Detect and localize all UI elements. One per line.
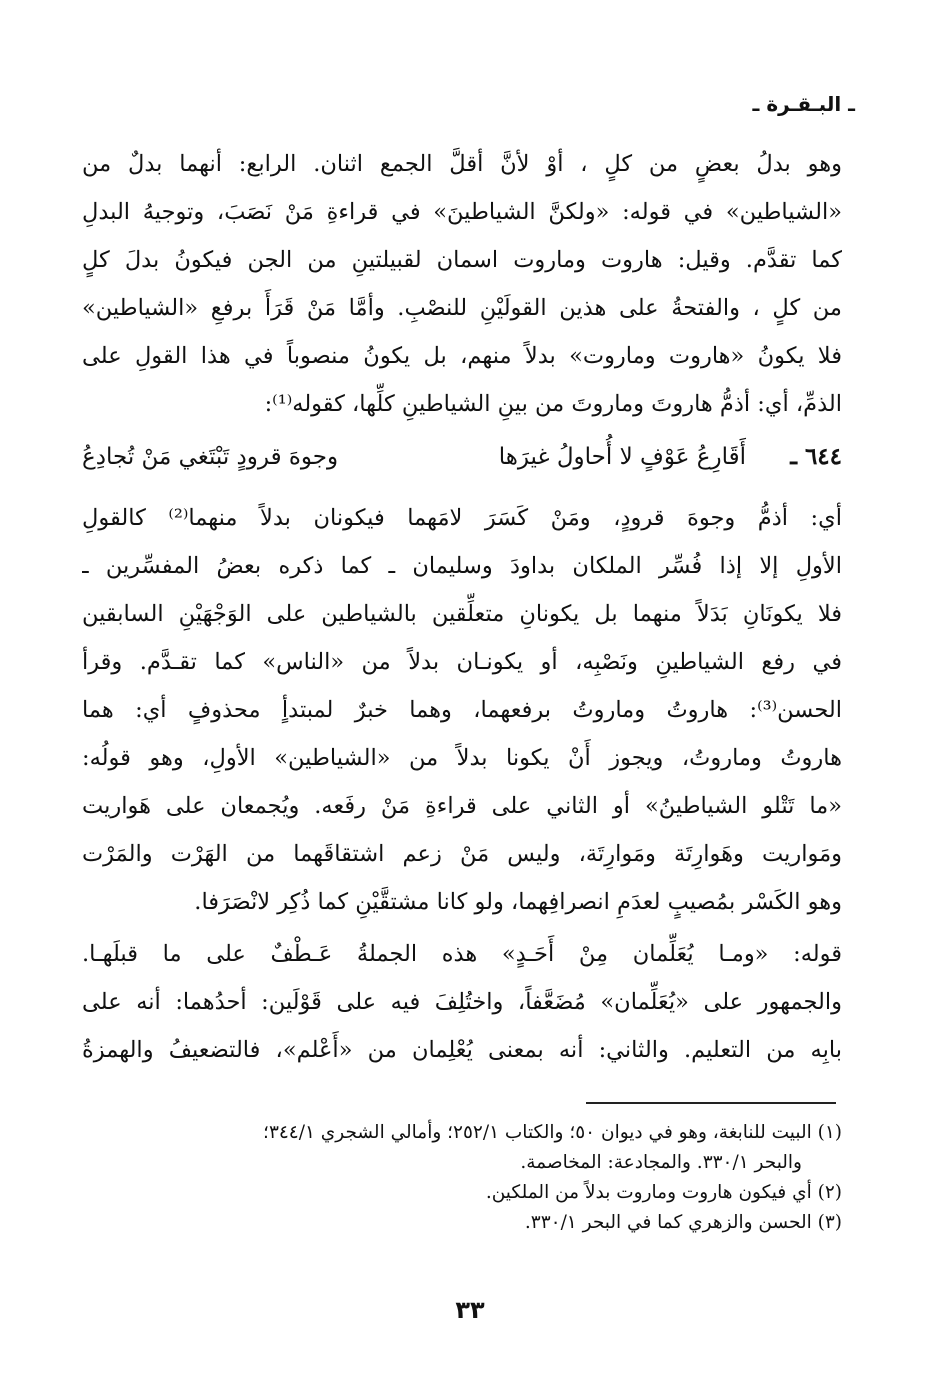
page-number: ٣٣ xyxy=(455,1296,485,1324)
verse-second-hemistich: وجوهَ قرودٍ تَبْتَغي مَنْ تُجادِعُ xyxy=(82,444,339,470)
text-line: «الشياطين» في قوله: «ولكنَّ الشياطينَ» في قراءةِ مَنْ نَصَبَ، وتوجيهُ البدلِ xyxy=(82,199,842,225)
text-line: الحسن⁽³⁾: هاروتُ وماروتُ برفعهما، وهما خبرٌ لمبتدأٍ محذوفٍ أي: هما xyxy=(82,697,842,723)
text-line: فلا يكونُ «هاروت وماروت» بدلاً منهم، بل يكونُ منصوباً في هذا القولِ على xyxy=(82,343,842,369)
text-line: قوله: «ومـا يُعَلِّمان مِنْ أَحَـدٍ» هذه الجملةُ عَـطْفٌ على ما قبلَهـا. xyxy=(82,941,842,967)
text-line: ومَواريت وهَوارِتَة ومَوارِتَة، وليس مَنْ زعم اشتقاقَهما من الهَرْت والمَرْت xyxy=(82,841,842,867)
text-line: من كلٍ ، والفتحةُ على هذين القولَيْنِ للنصْبِ. وأمَّا مَنْ قَرَأَ برفعِ «الشياطين» xyxy=(82,295,842,321)
text-line: فلا يكونَانِ بَدَلاً منهما بل يكونانِ متعلِّقين بالشياطين على الوَجْهَيْنِ السابقين xyxy=(82,601,842,627)
footnote-separator xyxy=(586,1102,836,1104)
poetry-verse xyxy=(82,432,842,482)
footnotes xyxy=(82,1118,842,1238)
text-line: وهو بدلُ بعضٍ من كلٍ ، أوْ لأنَّ أقلَّ الجمع اثنان. الرابع: أنهما بدلٌ من xyxy=(82,151,842,177)
text-line: كما تقدَّم. وقيل: هاروت وماروت اسمان لقبيلتينِ من الجن فيكونُ بدلَ كلٍ xyxy=(82,247,842,273)
text-line: هاروتُ وماروتُ، ويجوز أَنْ يكونا بدلاً من «الشياطين» الأولِ، وهو قولُه: xyxy=(82,745,842,771)
text-line: «ما تَتْلو الشياطينُ» أو الثاني على قراءةِ مَنْ رفَعه. ويُجمعان على هَواريت xyxy=(82,793,842,819)
main-text-upper xyxy=(82,140,842,428)
main-text-lower xyxy=(82,930,842,1074)
text-line: أي: أذمُّ وجوهَ قرودٍ، ومَنْ كَسَرَ لامَهما فيكونان بدلاً منهما⁽²⁾ كالقولِ xyxy=(82,505,842,531)
footnote-1: (١) البيت للنابغة، وهو في ديوان ٥٠؛ والكتاب ٢٥٢/١؛ وأمالي الشجري ٣٤٤/١؛ xyxy=(263,1122,842,1143)
verse-first-hemistich: أَقَارِعُ عَوْفٍ لا أُحاولُ غيرَها xyxy=(498,444,746,470)
main-text-middle xyxy=(82,494,842,926)
text-line: في رفع الشياطينِ ونَصْبِه، أو يكونـان بدلاً من «الناس» كما تقـدَّم. وقرأ xyxy=(82,649,842,675)
text-line: وهو الكَسْر بمُصيبٍ لعدَمِ انصرافِهما، ولو كانا مشتقَّيْنِ كما ذُكِر لانْصَرَفا. xyxy=(194,889,842,915)
text-line: الأولِ إلا إذا فُسِّر الملكان بداودَ وسليمان ـ كما ذكره بعضُ المفسِّرين ـ xyxy=(82,553,842,579)
text-line: الذمِّ، أي: أذمُّ هاروتَ وماروتَ من بينِ الشياطينِ كلِّها، كقوله⁽¹⁾: xyxy=(264,391,842,417)
running-header: ـ البـقـرة ـ xyxy=(752,92,855,116)
text-line: والجمهور على «يُعَلِّمان» مُضَعَّفاً، واختُلِفَ فيه على قَوْلَين: أحدُهما: أنه على xyxy=(82,989,842,1015)
footnote-3: (٣) الحسن والزهري كما في البحر ٣٣٠/١. xyxy=(524,1212,842,1233)
text-line: بابِه من التعليم. والثاني: أنه بمعنى يُعْلِمان من «أَعْلم»، فالتضعيفُ والهمزةُ xyxy=(82,1037,842,1063)
footnote-1-continuation: والبحر ٣٣٠/١. والمجادعة: المخاصمة. xyxy=(520,1152,802,1173)
footnote-2: (٢) أي فيكون هاروت وماروت بدلاً من الملكين. xyxy=(485,1182,842,1203)
verse-number: ٦٤٤ ـ xyxy=(790,443,842,470)
